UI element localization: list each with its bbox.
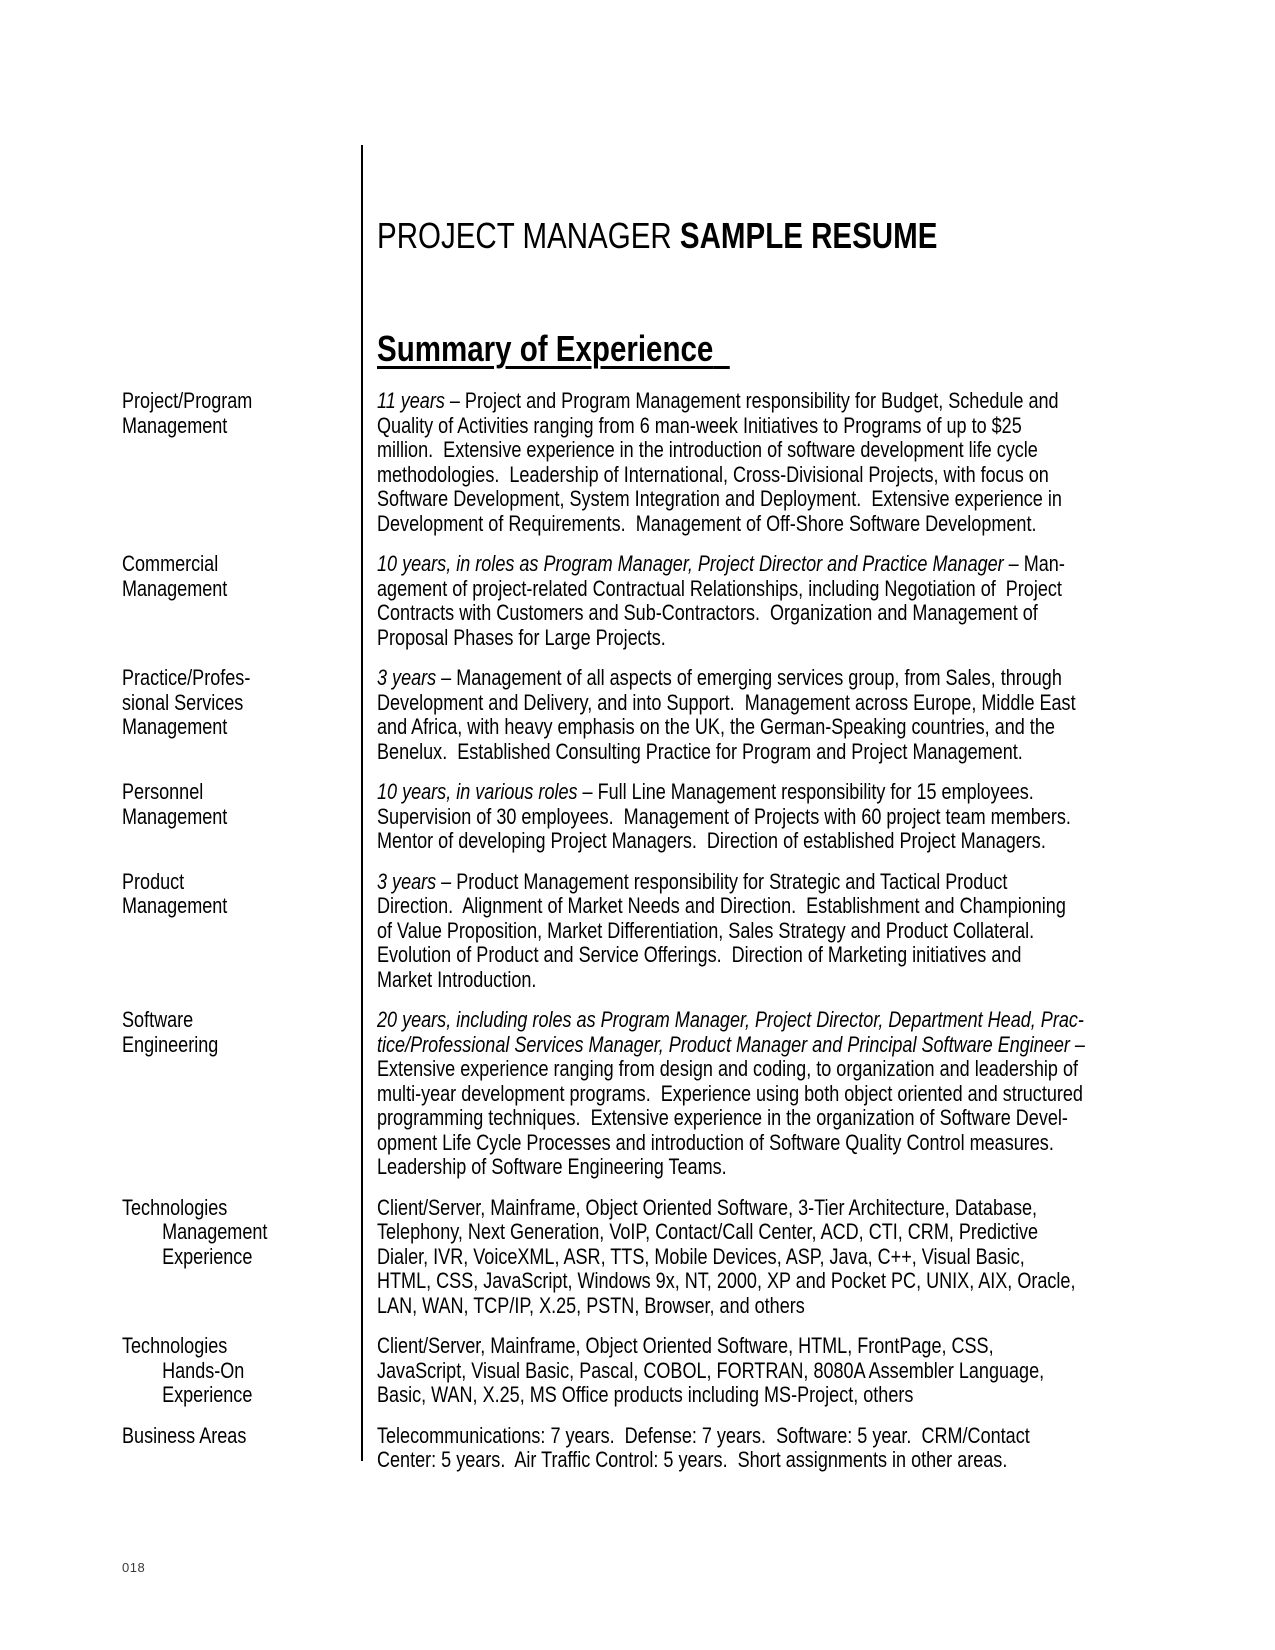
document-title-bold: SAMPLE RESUME — [679, 215, 938, 256]
section-body — [377, 780, 1071, 854]
years-italic-lead: 3 years — [377, 868, 437, 894]
section-body-line: Supervision of 30 employees. Management of Projects with 60 project team members. — [377, 803, 1071, 829]
section-label-line: Hands-On — [122, 1357, 245, 1383]
section-label-line: Product — [122, 868, 185, 894]
section-label-line: Management — [122, 893, 228, 918]
section-body-line: Development of Requirements. Management of Off-Shore Software Development. — [377, 510, 1037, 536]
section-body-line: agement of project-related Contractual Relationships, including Negotiation of Project — [377, 575, 1062, 601]
document-title-regular: PROJECT MANAGER — [377, 215, 680, 256]
section-body-line: 10 years, in various roles – Full Line Management responsibility for 15 employees. — [377, 779, 1034, 804]
section-label-line: Business Areas — [122, 1422, 247, 1448]
section-label-line: Software — [122, 1007, 194, 1032]
section-body — [377, 1334, 1070, 1408]
section-label-line: Experience — [122, 1243, 253, 1269]
section-label-line: Personnel — [122, 779, 204, 804]
section-body — [377, 552, 1070, 650]
section-row — [122, 666, 1222, 764]
section-body-line: HTML, CSS, JavaScript, Windows 9x, NT, 2000, XP and Pocket PC, UNIX, AIX, Oracle, — [377, 1268, 1076, 1293]
section-label — [122, 552, 331, 601]
section-body-line: million. Extensive experience in the introduction of software development life cycle — [377, 437, 1038, 462]
section-row — [122, 1424, 1222, 1473]
section-body — [377, 389, 1070, 536]
section-body-line: opment Life Cycle Processes and introduction of Software Quality Control measures. — [377, 1129, 1054, 1155]
section-label-line: Engineering — [122, 1031, 219, 1057]
years-italic-lead: 10 years, in roles as Program Manager, Project Director and Practice Manager — [377, 551, 1004, 576]
section-label-line: Management — [122, 803, 228, 829]
section-body — [377, 1008, 1085, 1180]
section-body-line: Mentor of developing Project Managers. Direction of established Project Managers. — [377, 828, 1046, 853]
section-body — [377, 870, 1070, 993]
summary-of-experience-heading — [377, 329, 730, 369]
section-label-line: Technologies — [122, 1194, 228, 1220]
section-label — [122, 389, 331, 438]
section-row — [122, 870, 1222, 993]
section-body-line: tice/Professional Services Manager, Product Manager and Principal Software Engineer – — [377, 1031, 1085, 1057]
section-row — [122, 1196, 1222, 1319]
section-label-line: Commercial — [122, 551, 219, 576]
section-label — [122, 780, 331, 829]
section-body-line: methodologies. Leadership of International, Cross-Divisional Projects, with focus on — [377, 461, 1049, 487]
section-body-line: multi-year development programs. Experience using both object oriented and structured — [377, 1080, 1083, 1106]
section-body-line: Leadership of Software Engineering Teams. — [377, 1154, 727, 1179]
section-row — [122, 780, 1222, 854]
section-body-line: Basic, WAN, X.25, MS Office products including MS-Project, others — [377, 1382, 914, 1407]
section-label-line: Management — [122, 714, 228, 739]
section-body-line: 3 years – Management of all aspects of emerging services group, from Sales, through — [377, 665, 1062, 690]
section-label-line: Management — [122, 575, 228, 601]
section-body-line: Evolution of Product and Service Offerings. Direction of Marketing initiatives and — [377, 942, 1022, 967]
section-body-line: Software Development, System Integration and Deployment. Extensive experience in — [377, 486, 1062, 511]
section-label — [122, 666, 331, 740]
section-body-line: Center: 5 years. Air Traffic Control: 5 years. Short assignments in other areas. — [377, 1447, 1008, 1472]
section-body — [377, 666, 1076, 764]
section-body — [377, 1424, 1070, 1473]
years-italic-lead: 10 years, in various roles — [377, 779, 578, 804]
section-body-line: programming techniques. Extensive experience in the organization of Software Devel- — [377, 1105, 1068, 1130]
section-body-line: 11 years – Project and Program Management responsibility for Budget, Schedule and — [377, 388, 1059, 413]
section-body-line: LAN, WAN, TCP/IP, X.25, PSTN, Browser, and others — [377, 1292, 805, 1318]
section-body-line: JavaScript, Visual Basic, Pascal, COBOL, FORTRAN, 8080A Assembler Language, — [377, 1357, 1045, 1383]
section-body-line: Dialer, IVR, VoiceXML, ASR, TTS, Mobile Devices, ASP, Java, C++, Visual Basic, — [377, 1243, 1025, 1269]
section-body-line: Market Introduction. — [377, 966, 537, 992]
section-row — [122, 552, 1222, 650]
section-label — [122, 870, 331, 919]
section-label-line: Practice/Profes- — [122, 665, 251, 690]
section-label-line: Technologies — [122, 1333, 228, 1358]
document-title — [377, 216, 937, 256]
section-body-line: 3 years – Product Management responsibility for Strategic and Tactical Product — [377, 868, 1008, 894]
section-body-line: Direction. Alignment of Market Needs and Direction. Establishment and Championing — [377, 893, 1066, 918]
section-label — [122, 1334, 331, 1408]
section-label — [122, 1196, 331, 1270]
section-body-line: Contracts with Customers and Sub-Contractors. Organization and Management of — [377, 600, 1038, 625]
section-label-line: Experience — [122, 1382, 253, 1407]
section-body-line — [377, 1008, 1085, 1033]
section-body-line: of Value Proposition, Market Differentiation, Sales Strategy and Product Collateral. — [377, 917, 1035, 943]
resume-sections — [122, 389, 1222, 1489]
section-body-line: Extensive experience ranging from design and coding, to organization and leadership of — [377, 1056, 1079, 1081]
section-row — [122, 1008, 1222, 1180]
summary-heading-text: Summary of Experience — [377, 328, 714, 369]
years-italic-lead: 3 years — [377, 665, 437, 690]
section-body-line: Client/Server, Mainframe, Object Oriented Software, 3-Tier Architecture, Database, — [377, 1194, 1038, 1220]
years-italic-lead: 11 years — [377, 388, 445, 413]
page-number: 018 — [122, 1560, 146, 1575]
section-body-line: Client/Server, Mainframe, Object Oriented Software, HTML, FrontPage, CSS, — [377, 1333, 994, 1358]
years-italic-lead: 20 years, including roles as Program Manager, Project Director, Department Head, Prac- — [377, 1007, 1084, 1032]
section-label-line: Management — [122, 412, 228, 438]
section-row — [122, 1334, 1222, 1408]
section-body-line: Proposal Phases for Large Projects. — [377, 624, 666, 650]
section-label-line: sional Services — [122, 689, 244, 715]
section-row — [122, 389, 1222, 536]
years-italic-lead: tice/Professional Services Manager, Product Manager and Principal Software Engineer — [377, 1031, 1070, 1057]
section-body-line: and Africa, with heavy emphasis on the UK, the German-Speaking countries, and the — [377, 714, 1055, 739]
section-body — [377, 1196, 1075, 1319]
section-body-line: Telecommunications: 7 years. Defense: 7 years. Software: 5 year. CRM/Contact — [377, 1422, 1030, 1448]
section-label-line: Project/Program — [122, 388, 253, 413]
section-body-line: Benelux. Established Consulting Practice for Program and Project Management. — [377, 738, 1023, 764]
section-body-line: Development and Delivery, and into Support. Management across Europe, Middle East — [377, 689, 1076, 715]
section-label — [122, 1008, 331, 1057]
section-label — [122, 1424, 331, 1449]
section-body-line: Telephony, Next Generation, VoIP, Contact/Call Center, ACD, CTI, CRM, Predictive — [377, 1219, 1039, 1244]
section-body-line: Quality of Activities ranging from 6 man-week Initiatives to Programs of up to $25 — [377, 412, 1022, 438]
section-body-line: 10 years, in roles as Program Manager, Project Director and Practice Manager – Man- — [377, 551, 1065, 576]
section-label-line: Management — [122, 1219, 268, 1244]
